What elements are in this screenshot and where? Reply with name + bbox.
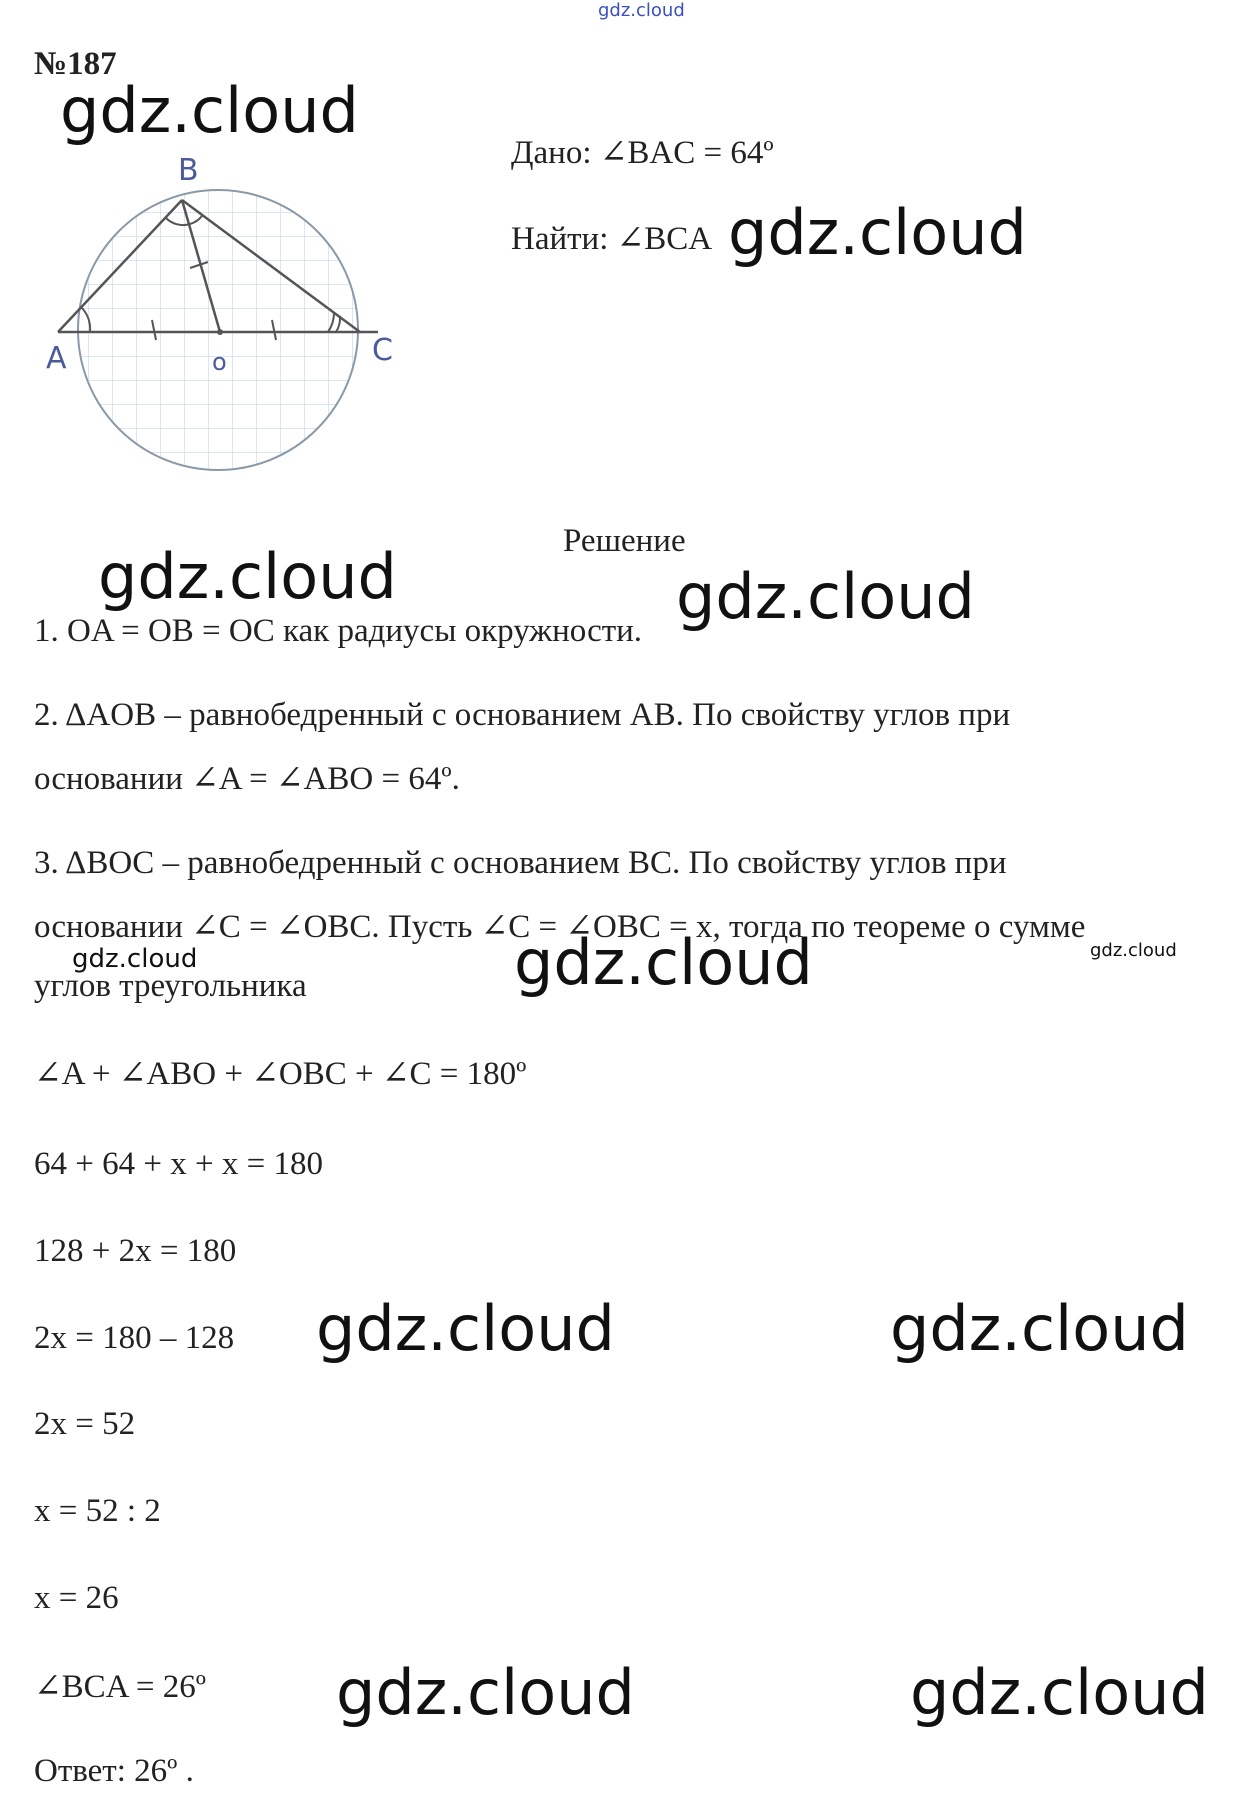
watermark: gdz.cloud xyxy=(60,74,359,147)
watermark: gdz.cloud xyxy=(98,540,397,613)
solution-heading: Решение xyxy=(563,523,686,559)
find-text: Найти: ∠BCA xyxy=(511,221,713,257)
watermark: gdz.cloud xyxy=(316,1292,615,1365)
equation-sum: ∠A + ∠ABO + ∠OBC + ∠C = 180º xyxy=(34,1056,527,1092)
label-b: B xyxy=(178,153,199,188)
watermark: gdz.cloud xyxy=(728,196,1027,269)
equation-6: x = 26 xyxy=(34,1580,119,1616)
equation-1: 64 + 64 + x + x = 180 xyxy=(34,1146,323,1182)
center-point xyxy=(217,329,223,335)
solution-line-5: основании ∠C = ∠OBC. Пусть ∠C = ∠OBC = x, тогда по теореме о сумме xyxy=(34,909,1086,945)
answer: Ответ: 26º . xyxy=(34,1753,194,1789)
watermark: gdz.cloud xyxy=(336,1656,635,1729)
solution-line-2: 2. ΔAOB – равнобедренный с основанием AB. По свойству углов при xyxy=(34,697,1011,733)
watermark-mini: gdz.cloud xyxy=(1090,940,1177,961)
watermark: gdz.cloud xyxy=(676,560,975,633)
solution-line-1: 1. OA = OB = OC как радиусы окружности. xyxy=(34,613,643,649)
watermark: gdz.cloud xyxy=(890,1292,1189,1365)
solution-line-4: 3. ΔBOC – равнобедренный с основанием BC. По свойству углов при xyxy=(34,845,1007,881)
label-c: C xyxy=(372,333,393,368)
label-o: o xyxy=(212,348,227,376)
solution-line-6: углов треугольника xyxy=(34,968,307,1004)
equation-4: 2x = 52 xyxy=(34,1406,136,1442)
geometry-diagram xyxy=(40,140,420,480)
solution-line-3: основании ∠A = ∠ABO = 64º. xyxy=(34,761,460,797)
watermark: gdz.cloud xyxy=(514,926,813,999)
watermark: gdz.cloud xyxy=(910,1656,1209,1729)
given-text: Дано: ∠BAC = 64º xyxy=(511,135,774,171)
label-a: A xyxy=(46,341,67,376)
problem-number: №187 xyxy=(34,46,117,82)
equation-3: 2x = 180 – 128 xyxy=(34,1320,235,1356)
equation-5: x = 52 : 2 xyxy=(34,1493,161,1529)
equation-2: 128 + 2x = 180 xyxy=(34,1233,237,1269)
watermark-top: gdz.cloud xyxy=(598,0,685,21)
result-angle: ∠BCA = 26º xyxy=(34,1669,207,1705)
watermark-small: gdz.cloud xyxy=(72,944,198,974)
